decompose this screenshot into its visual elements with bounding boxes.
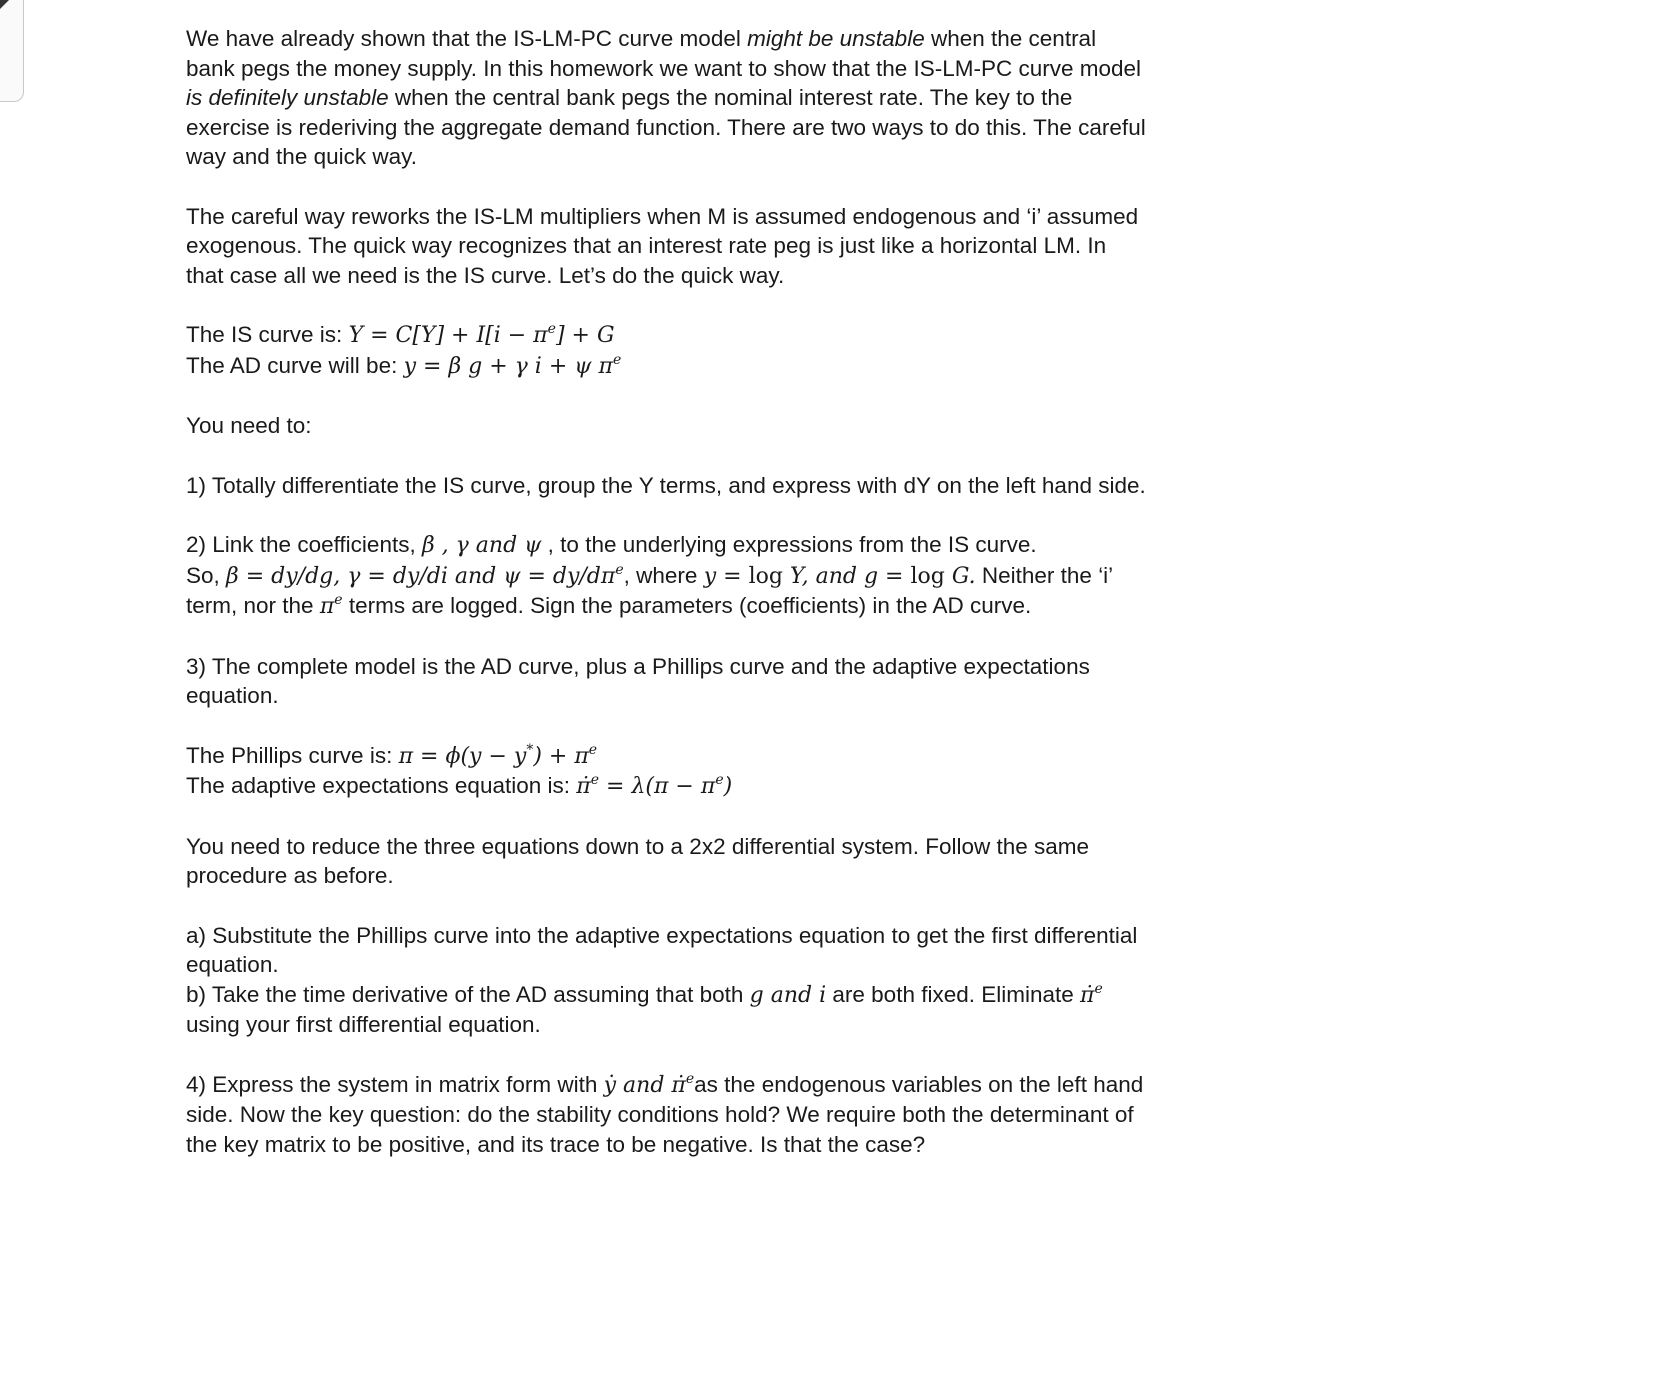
ad-curve-line: The AD curve will be: y = β g + γ i + ψ $\pi^e$ <box>186 351 622 379</box>
step-4: 4) Express the system in matrix form with ẏ and π̇$^e$as the endogenous variables on the left hand side. Now the key question: do the stability conditions hold? We require both the determinant of the key matrix to be positive, and its trace to be negative. Is that the case? <box>186 1070 1144 1157</box>
might-be-unstable-emphasis: might be unstable <box>747 26 925 51</box>
side-panel-tab[interactable] <box>0 0 24 102</box>
is-curve-line: The IS curve is: $Y = C[Y] + I[i - \pi^e] + G$ <box>186 321 615 348</box>
intro-paragraph: We have already shown that the IS-LM-PC curve model might be unstable when the central bank pegs the money supply. In this homework we want to show that the IS-LM-PC curve model is definitely unstable when the central bank pegs the nominal interest rate. The key to the exercise is rederiving the aggregate demand function. There are two ways to do this. The careful way and the quick way. <box>186 26 1146 169</box>
you-need-to-label: You need to: <box>186 413 312 438</box>
ad-curve-equation: y = β g + γ i + ψ $\pi^e$ <box>403 351 622 379</box>
is-curve-equation: $Y = C[Y] + I[i - \pi^e] + G$ <box>348 321 615 348</box>
phillips-curve-line: The Phillips curve is: $\pi = \phi(y - y^*) + \pi^e$ <box>186 741 598 769</box>
document-body <box>186 24 1146 1159</box>
step-b: b) Take the time derivative of the AD assuming that both g and i are both fixed. Eliminate π̇$^e$ using your first differential equation. <box>186 980 1103 1037</box>
definitely-unstable-emphasis: is definitely unstable <box>186 85 389 110</box>
step-a: a) Substitute the Phillips curve into the adaptive expectations equation to get the first differential equation. <box>186 922 1138 977</box>
phillips-curve-equation: $\pi = \phi(y - y^*) + \pi^e$ <box>398 741 598 769</box>
adaptive-expectations-line: The adaptive expectations equation is: π̇$^e$ = $\lambda(\pi - \pi^e)$ <box>186 772 733 799</box>
careful-way-paragraph: The careful way reworks the IS-LM multipliers when M is assumed endogenous and ‘i’ assumed exogenous. The quick way recognizes that an interest rate peg is just like a horizontal LM. In that case all we need is the IS curve. Let’s do the quick way. <box>186 203 1139 288</box>
step-2: 2) Link the coefficients, β , γ and ψ , to the underlying expressions from the IS curve. So, β = dy/dg, γ = dy/di and $\psi = dy/d\pi^e$, where y = log Y, and g = log G. Neither the ‘i’ term, nor the $\pi^e$ terms are logged. Sign the parameters (coefficients) in the AD curve. <box>186 532 1113 619</box>
step-3: 3) The complete model is the AD curve, plus a Phillips curve and the adaptive expectations equation. <box>186 653 1090 708</box>
reduce-paragraph: You need to reduce the three equations down to a 2x2 differential system. Follow the same procedure as before. <box>186 833 1090 888</box>
corner-arrow-icon <box>0 0 9 9</box>
adaptive-expectations-equation: π̇$^e$ = $\lambda(\pi - \pi^e)$ <box>576 772 733 799</box>
step-1: 1) Totally differentiate the IS curve, group the Y terms, and express with dY on the left hand side. <box>186 472 1146 498</box>
